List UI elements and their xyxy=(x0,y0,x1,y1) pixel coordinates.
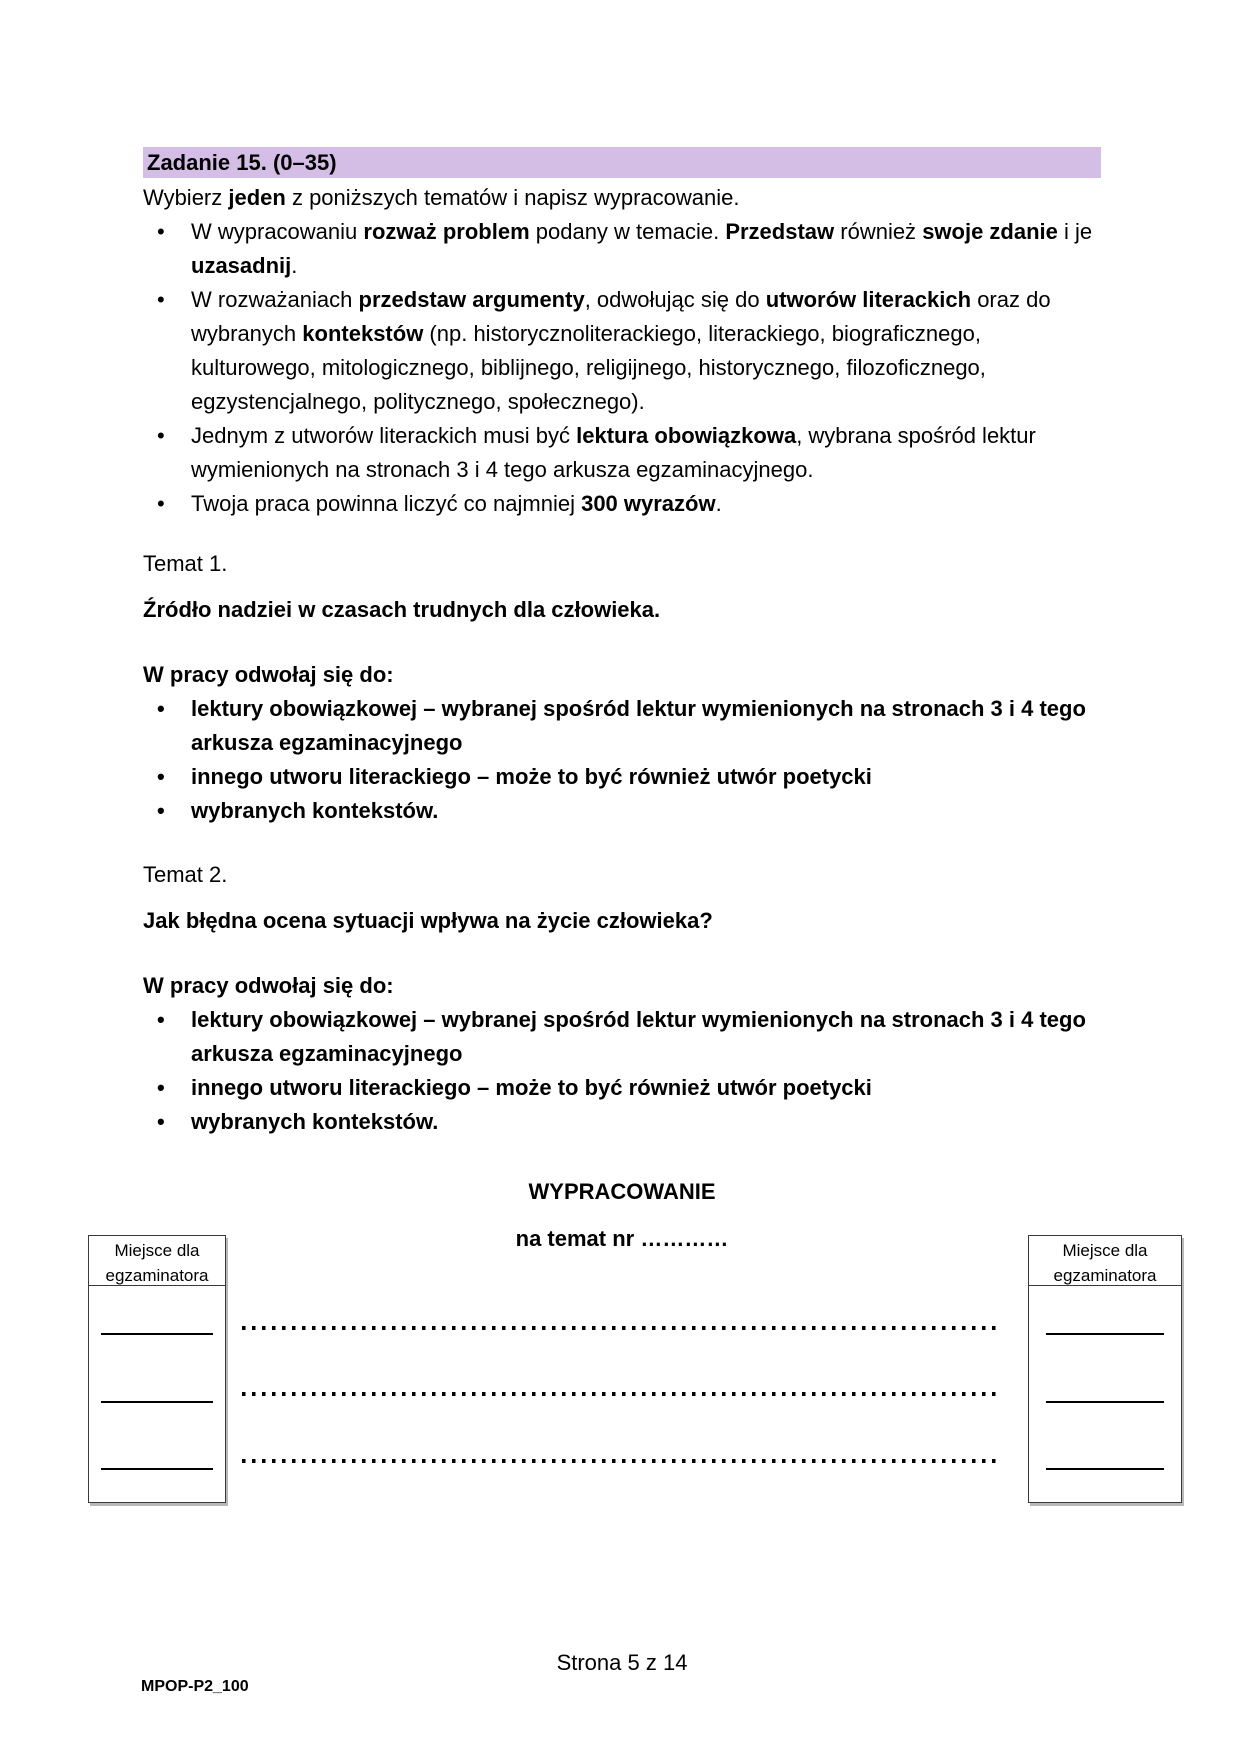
essay-writing-line[interactable] xyxy=(242,1392,1002,1396)
essay-topic-number-line xyxy=(143,1222,1101,1256)
topic-2-section xyxy=(143,858,1101,1139)
examiner-box-right xyxy=(1028,1235,1182,1503)
essay-heading: WYPRACOWANIE xyxy=(528,1179,716,1204)
task-header-bar: Zadanie 15. (0–35) xyxy=(143,147,1101,178)
topic-1-label: Temat 1. xyxy=(143,551,228,576)
task-instruction-item: • W rozważaniach przedstaw argumenty, odwołując się do utworów literackich oraz do wybranych kontekstów (np. historycznoliterackiego, literackiego, biograficznego, kulturowego, mitologicznego, biblijnego, religijnego, historycznego, filozoficznego, egzystencjalnego, politycznego, społecznego). xyxy=(143,283,1101,419)
task-instruction-item: • Twoja praca powinna liczyć co najmniej 300 wyrazów. xyxy=(143,487,1101,521)
examiner-box-left xyxy=(88,1235,226,1503)
topic-1-refer-heading: W pracy odwołaj się do: xyxy=(143,662,394,687)
examiner-score-blank xyxy=(101,1401,213,1403)
form-code: MPOP-P2_100 xyxy=(141,1678,249,1695)
page-number: Strona 5 z 14 xyxy=(556,1650,688,1675)
topic-refer-item: • wybranych kontekstów. xyxy=(143,1105,1101,1139)
topic-refer-item: • wybranych kontekstów. xyxy=(143,794,1101,828)
topic-1-title: Źródło nadziei w czasach trudnych dla człowieka. xyxy=(143,597,661,622)
examiner-box-right-label: Miejsce dla egzaminatora xyxy=(1029,1236,1181,1286)
essay-writing-line[interactable] xyxy=(242,1326,1002,1330)
task-instruction-item: • Jednym z utworów literackich musi być lektura obowiązkowa, wybrana spośród lektur wymienionych na stronach 3 i 4 tego arkusza egzaminacyjnego. xyxy=(143,419,1101,487)
task-instruction-item: • W wypracowaniu rozważ problem podany w temacie. Przedstaw również swoje zdanie i je uzasadnij. xyxy=(143,215,1101,283)
topic-1-refer-list xyxy=(143,692,1101,828)
topic-refer-item: • lektury obowiązkowej – wybranej spośród lektur wymienionych na stronach 3 i 4 tego arkusza egzaminacyjnego xyxy=(143,692,1101,760)
topic-2-label: Temat 2. xyxy=(143,862,228,887)
examiner-score-blank xyxy=(1046,1401,1164,1403)
examiner-score-blank xyxy=(101,1333,213,1335)
essay-topic-number-prefix: na temat nr xyxy=(515,1226,641,1251)
topic-refer-item: • lektury obowiązkowej – wybranej spośród lektur wymienionych na stronach 3 i 4 tego arkusza egzaminacyjnego xyxy=(143,1003,1101,1071)
task-instructions-list xyxy=(143,215,1101,521)
topic-refer-item: • innego utworu literackiego – może to być również utwór poetycki xyxy=(143,760,1101,794)
examiner-score-blank xyxy=(1046,1468,1164,1470)
examiner-score-blank xyxy=(101,1468,213,1470)
examiner-score-blank xyxy=(1046,1333,1164,1335)
topic-number-blank[interactable]: ………… xyxy=(640,1226,729,1251)
topic-1-section xyxy=(143,547,1101,828)
exam-content-column xyxy=(143,147,1101,1256)
topic-2-refer-heading: W pracy odwołaj się do: xyxy=(143,973,394,998)
examiner-box-left-label: Miejsce dla egzaminatora xyxy=(89,1236,225,1286)
essay-writing-line[interactable] xyxy=(242,1459,1002,1463)
topic-2-refer-list xyxy=(143,1003,1101,1139)
task-intro: Wybierz jeden z poniższych tematów i napisz wypracowanie. xyxy=(143,185,740,210)
topic-2-title: Jak błędna ocena sytuacji wpływa na życie człowieka? xyxy=(143,908,713,933)
topic-refer-item: • innego utworu literackiego – może to być również utwór poetycki xyxy=(143,1071,1101,1105)
